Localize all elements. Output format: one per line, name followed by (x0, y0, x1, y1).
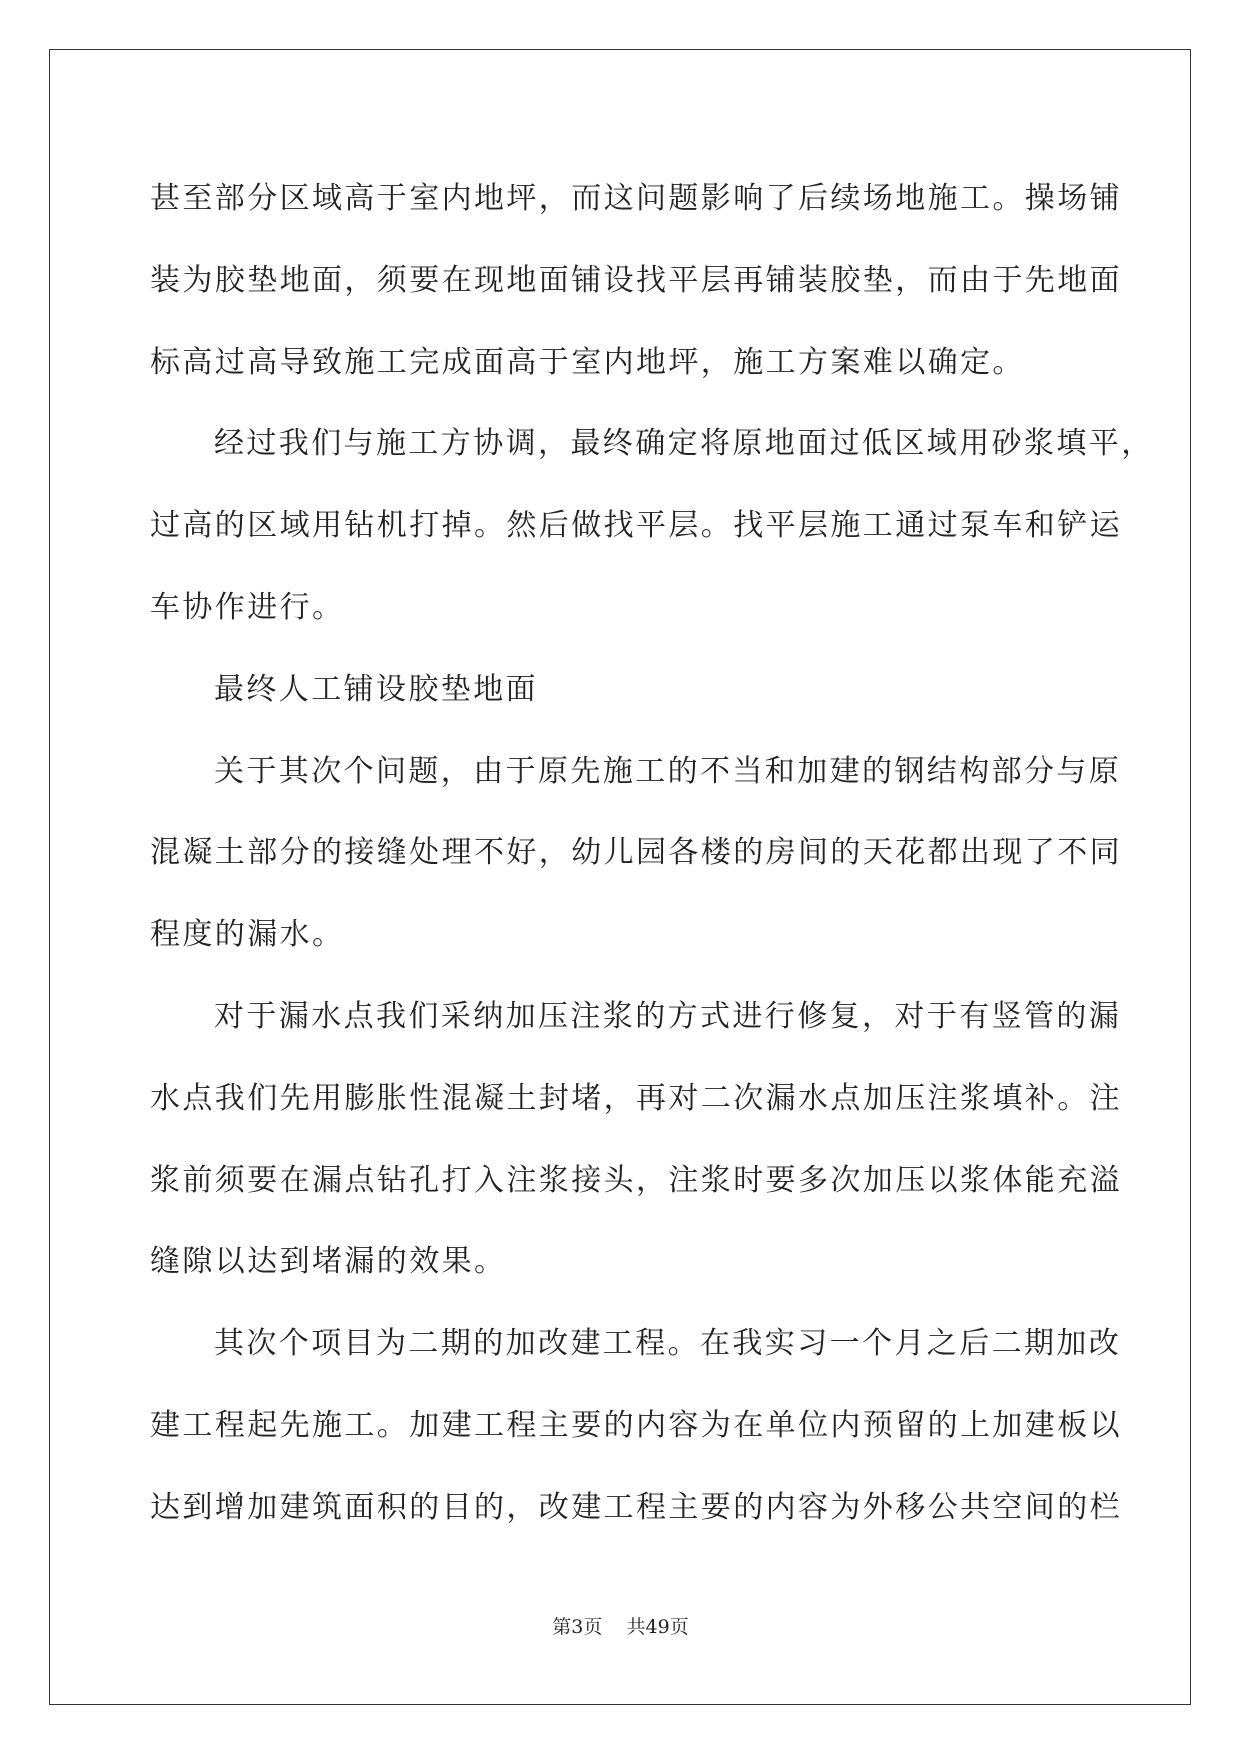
paragraph-start-line: 最终人工铺设胶垫地面 (214, 671, 538, 707)
text-line: 水点我们先用膨胀性混凝土封堵，再对二次漏水点加压注浆填补。注 (150, 1080, 1122, 1116)
text-line: 混凝土部分的接缝处理不好，幼儿园各楼的房间的天花都出现了不同 (150, 835, 1122, 871)
text-line: 程度的漏水。 (150, 917, 345, 953)
text-line: 过高的区域用钻机打掉。然后做找平层。找平层施工通过泵车和铲运 (150, 508, 1122, 544)
text-line: 达到增加建筑面积的目的，改建工程主要的内容为外移公共空间的栏 (150, 1489, 1122, 1525)
text-line: 甚至部分区域高于室内地坪，而这问题影响了后续场地施工。操场铺 (150, 181, 1122, 216)
total-page-count: 共49页 (626, 1616, 689, 1638)
document-body (150, 158, 1154, 1549)
text-line: 建工程起先施工。加建工程主要的内容为在单位内预留的上加建板以 (150, 1407, 1122, 1443)
text-line: 装为胶垫地面，须要在现地面铺设找平层再铺装胶垫，而由于先地面 (150, 262, 1122, 298)
text-line: 缝隙以达到堵漏的效果。 (150, 1244, 507, 1280)
paragraph-start-line: 其次个项目为二期的加改建工程。在我实习一个月之后二期加改 (214, 1326, 1122, 1362)
page-footer (0, 1612, 1241, 1639)
text-line: 浆前须要在漏点钻孔打入注浆接头，注浆时要多次加压以浆体能充溢 (150, 1162, 1122, 1198)
paragraph-start-line: 对于漏水点我们采纳加压注浆的方式进行修复，对于有竖管的漏 (214, 998, 1122, 1034)
text-line: 车协作进行。 (150, 589, 345, 625)
text-line: 标高过高导致施工完成面高于室内地坪，施工方案难以确定。 (150, 344, 1025, 380)
current-page-number: 第3页 (552, 1616, 603, 1638)
paragraph-start-line: 经过我们与施工方协调，最终确定将原地面过低区域用砂浆填平， (214, 426, 1154, 462)
paragraph-start-line: 关于其次个问题，由于原先施工的不当和加建的钢结构部分与原 (214, 753, 1122, 789)
